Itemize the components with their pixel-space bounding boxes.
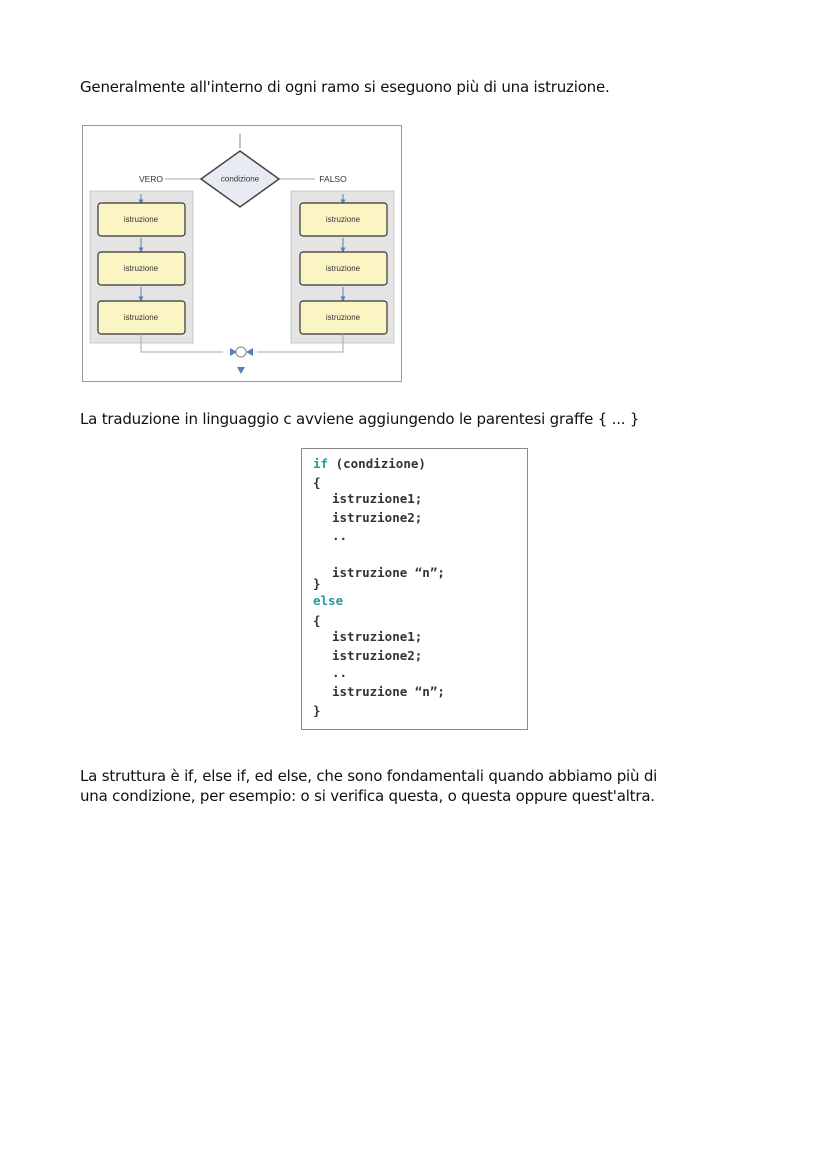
code-statement: istruzione2;: [332, 648, 423, 663]
paragraph-line: La struttura è if, else if, ed else, che sono fondamentali quando abbiamo più di: [80, 767, 658, 785]
code-if-condition: (condizione): [335, 456, 426, 471]
flowchart-figure: [82, 125, 402, 382]
code-else-keyword: else: [313, 593, 344, 608]
code-block: [301, 448, 528, 730]
code-else-line: [313, 593, 343, 608]
code-statement: istruzione “n”;: [332, 565, 445, 580]
code-if-line: [313, 456, 426, 471]
true-instruction-label: istruzione: [123, 313, 159, 322]
true-label: VERO: [138, 174, 164, 184]
code-close-brace: }: [313, 576, 321, 591]
true-instruction-label: istruzione: [123, 215, 159, 224]
code-statement: istruzione “n”;: [332, 684, 445, 699]
false-label: FALSO: [319, 174, 347, 184]
code-ellipsis: ..: [332, 528, 348, 543]
exit-arrow-down-icon: [237, 367, 245, 374]
code-close-brace: }: [313, 703, 321, 718]
paragraph-c-translation: La traduzione in linguaggio c avviene aggiungendo le parentesi graffe { ... }: [80, 410, 640, 428]
paragraph-branches: Generalmente all'interno di ogni ramo si eseguono più di una istruzione.: [80, 78, 610, 96]
paragraph-line: una condizione, per esempio: o si verifica questa, o questa oppure quest'altra.: [80, 787, 655, 805]
paragraph-else-if: [80, 766, 657, 806]
join-arrow-left-icon: [246, 348, 253, 356]
condition-label: condizione: [220, 174, 260, 184]
false-instruction-label: istruzione: [325, 313, 361, 322]
flowchart-svg: [83, 126, 403, 383]
join-circle: [236, 347, 246, 357]
false-instruction-label: istruzione: [325, 264, 361, 273]
code-if-keyword: if: [313, 456, 329, 471]
false-instruction-label: istruzione: [325, 215, 361, 224]
code-open-brace: {: [313, 613, 321, 628]
code-open-brace: {: [313, 475, 321, 490]
code-statement: istruzione1;: [332, 491, 423, 506]
code-statement: istruzione2;: [332, 510, 423, 525]
code-ellipsis: ..: [332, 665, 348, 680]
true-instruction-label: istruzione: [123, 264, 159, 273]
code-statement: istruzione1;: [332, 629, 423, 644]
